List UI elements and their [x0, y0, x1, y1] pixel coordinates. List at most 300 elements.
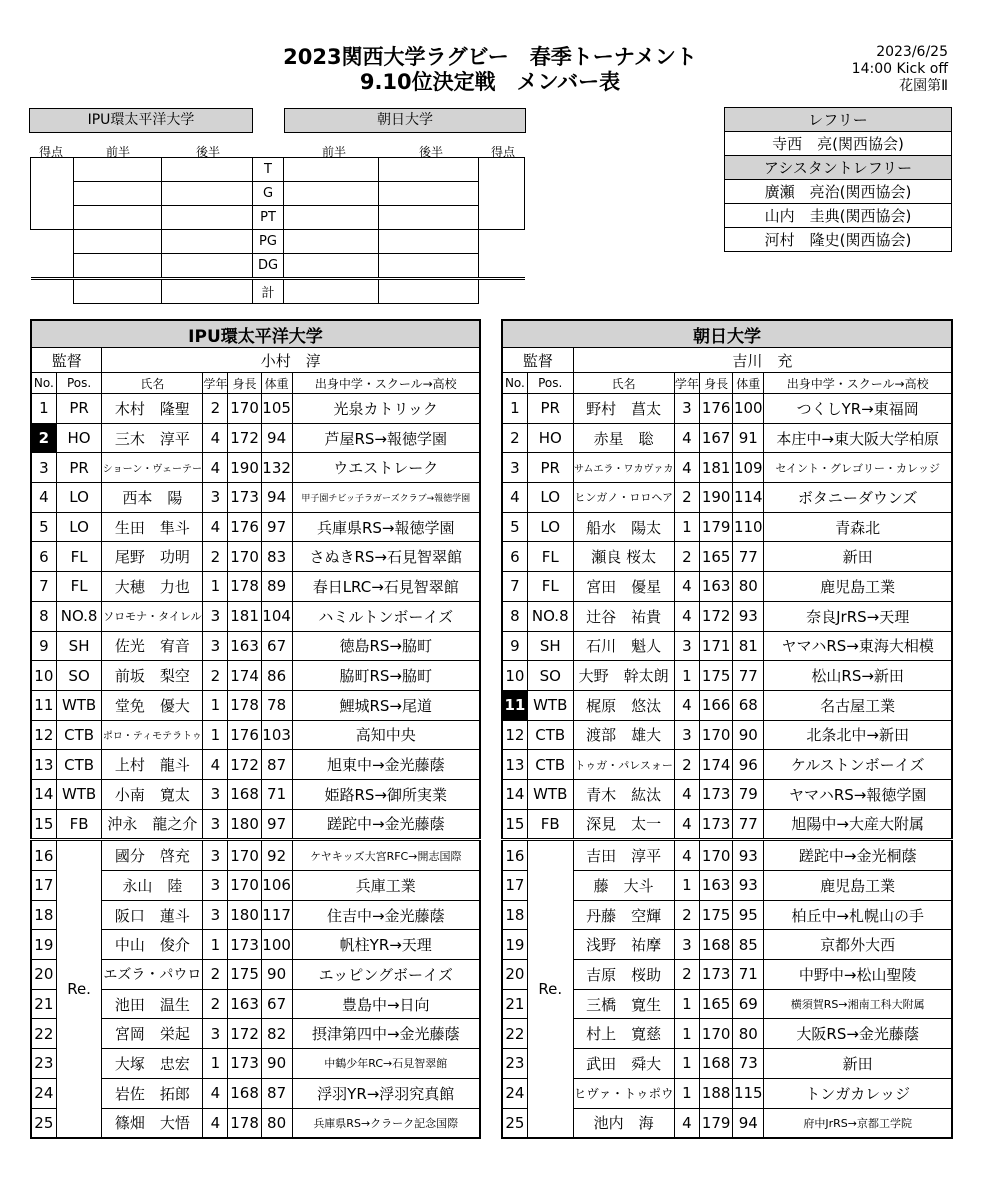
player-number: 15	[31, 809, 56, 840]
player-name: 阪口 蓮斗	[102, 900, 203, 930]
player-name: 西本 陽	[102, 483, 203, 513]
player-height: 180	[228, 900, 261, 930]
player-number: 1	[502, 394, 527, 424]
player-weight: 92	[261, 840, 292, 871]
player-height: 168	[228, 779, 261, 809]
player-height: 170	[228, 394, 261, 424]
player-name: 永山 陸	[102, 871, 203, 901]
player-weight: 87	[261, 750, 292, 780]
player-height: 178	[228, 1108, 261, 1138]
reserve-label: Re.	[56, 840, 102, 1138]
assistant-referee-label: アシスタントレフリー	[725, 156, 952, 180]
player-number: 16	[31, 840, 56, 871]
player-grade: 1	[203, 720, 228, 750]
player-number: 7	[502, 572, 527, 602]
player-name: 村上 寛慈	[573, 1019, 674, 1049]
player-origin: 豊島中→日向	[292, 989, 480, 1019]
col-header-name: 氏名	[573, 373, 674, 394]
score-row-label: PG	[252, 230, 284, 254]
player-position: SH	[527, 631, 573, 661]
player-row	[502, 809, 952, 840]
player-position: FB	[56, 809, 102, 840]
player-number: 24	[31, 1078, 56, 1108]
player-name: ポロ・ティモテラトゥ	[102, 720, 203, 750]
player-weight: 81	[733, 631, 764, 661]
player-origin: 姫路RS→御所実業	[292, 779, 480, 809]
player-origin: 芦屋RS→報徳学園	[292, 423, 480, 453]
player-row	[31, 720, 480, 750]
player-weight: 73	[733, 1049, 764, 1079]
player-name: 辻谷 祐貴	[573, 601, 674, 631]
player-name: 生田 隼斗	[102, 512, 203, 542]
player-name: 三木 淳平	[102, 423, 203, 453]
player-grade: 4	[674, 840, 699, 871]
player-weight: 106	[261, 871, 292, 901]
player-height: 180	[228, 809, 261, 840]
player-number: 5	[31, 512, 56, 542]
player-height: 190	[699, 483, 732, 513]
player-weight: 83	[261, 542, 292, 572]
player-origin: 北条北中→新田	[764, 720, 952, 750]
player-origin: 兵庫県RS→報徳学園	[292, 512, 480, 542]
player-height: 178	[228, 690, 261, 720]
player-weight: 93	[733, 840, 764, 871]
player-name: 佐光 宥音	[102, 631, 203, 661]
player-row	[31, 661, 480, 691]
player-grade: 2	[674, 900, 699, 930]
player-height: 181	[228, 601, 261, 631]
player-origin: 甲子園チビッ子ラガーズクラブ→報徳学園	[292, 483, 480, 513]
team-name: IPU環太平洋大学	[31, 320, 480, 348]
player-height: 170	[228, 840, 261, 871]
player-name: 堂免 優大	[102, 690, 203, 720]
player-height: 171	[699, 631, 732, 661]
player-origin: ケヤキッズ大宮RFC→開志国際	[292, 840, 480, 871]
player-origin: 高知中央	[292, 720, 480, 750]
player-height: 176	[228, 720, 261, 750]
player-height: 173	[699, 960, 732, 990]
player-origin: 蹉跎中→金光桐蔭	[764, 840, 952, 871]
player-grade: 3	[203, 840, 228, 871]
player-number: 19	[31, 930, 56, 960]
player-height: 173	[228, 483, 261, 513]
player-name: 大野 幹太朗	[573, 661, 674, 691]
player-position: NO.8	[527, 601, 573, 631]
title-line-2: 9.10位決定戦 メンバー表	[359, 70, 621, 94]
player-origin: 青森北	[764, 512, 952, 542]
player-name: 石川 魁人	[573, 631, 674, 661]
player-origin: 新田	[764, 1049, 952, 1079]
player-weight: 67	[261, 631, 292, 661]
score-row-label: T	[252, 158, 284, 182]
player-weight: 105	[261, 394, 292, 424]
player-weight: 77	[733, 661, 764, 691]
player-row	[31, 572, 480, 602]
player-origin: 柏丘中→札幌山の手	[764, 900, 952, 930]
player-grade: 2	[203, 960, 228, 990]
roster-team-b	[501, 319, 953, 1139]
player-height: 167	[699, 423, 732, 453]
player-weight: 90	[733, 720, 764, 750]
player-row	[31, 483, 480, 513]
player-grade: 2	[674, 960, 699, 990]
player-row	[502, 779, 952, 809]
player-name: 深見 太一	[573, 809, 674, 840]
player-origin: 徳島RS→脇町	[292, 631, 480, 661]
player-weight: 97	[261, 512, 292, 542]
player-row	[502, 423, 952, 453]
player-grade: 1	[674, 1049, 699, 1079]
player-grade: 1	[203, 1049, 228, 1079]
player-grade: 4	[203, 1108, 228, 1138]
player-grade: 1	[674, 989, 699, 1019]
player-origin: 脇町RS→脇町	[292, 661, 480, 691]
player-number: 8	[31, 601, 56, 631]
player-origin: 松山RS→新田	[764, 661, 952, 691]
player-name: 篠畑 大悟	[102, 1108, 203, 1138]
player-row	[31, 453, 480, 483]
player-weight: 94	[261, 423, 292, 453]
player-grade: 4	[674, 572, 699, 602]
player-position: SO	[56, 661, 102, 691]
player-grade: 3	[674, 394, 699, 424]
player-height: 173	[228, 930, 261, 960]
player-number: 12	[31, 720, 56, 750]
player-height: 174	[699, 750, 732, 780]
player-height: 163	[228, 631, 261, 661]
col-header-grade: 学年	[203, 373, 228, 394]
player-origin: 兵庫工業	[292, 871, 480, 901]
player-row	[502, 661, 952, 691]
player-name: 青木 紘汰	[573, 779, 674, 809]
player-origin: 春日LRC→石見智翠館	[292, 572, 480, 602]
player-grade: 1	[674, 871, 699, 901]
player-weight: 95	[733, 900, 764, 930]
player-name: 吉田 淳平	[573, 840, 674, 871]
score-row-label: PT	[252, 206, 284, 230]
player-name: 大塚 忠宏	[102, 1049, 203, 1079]
player-weight: 93	[733, 601, 764, 631]
player-height: 168	[228, 1078, 261, 1108]
player-height: 168	[699, 1049, 732, 1079]
player-number: 17	[31, 871, 56, 901]
col-header-pos: Pos.	[56, 373, 102, 394]
player-number: 13	[502, 750, 527, 780]
player-origin: トンガカレッジ	[764, 1078, 952, 1108]
col-header-weight: 体重	[261, 373, 292, 394]
player-weight: 80	[733, 1019, 764, 1049]
player-number: 14	[502, 779, 527, 809]
player-weight: 104	[261, 601, 292, 631]
points-a	[31, 158, 74, 230]
player-name: 上村 龍斗	[102, 750, 203, 780]
player-weight: 89	[261, 572, 292, 602]
player-row	[31, 809, 480, 840]
player-position: HO	[527, 423, 573, 453]
player-position: FB	[527, 809, 573, 840]
player-number: 24	[502, 1078, 527, 1108]
player-origin: 旭東中→金光藤蔭	[292, 750, 480, 780]
player-height: 178	[228, 572, 261, 602]
player-name: 武田 舜大	[573, 1049, 674, 1079]
player-number: 18	[31, 900, 56, 930]
player-grade: 4	[203, 423, 228, 453]
player-weight: 79	[733, 779, 764, 809]
player-position: LO	[56, 512, 102, 542]
player-name: 國分 啓充	[102, 840, 203, 871]
player-origin: 兵庫県RS→クラーク記念国際	[292, 1108, 480, 1138]
player-row	[502, 601, 952, 631]
player-number: 16	[502, 840, 527, 871]
player-grade: 1	[203, 690, 228, 720]
player-name: ヒンガノ・ロロヘア	[573, 483, 674, 513]
player-number: 4	[502, 483, 527, 513]
score-row-label: G	[252, 182, 284, 206]
player-name: 沖永 龍之介	[102, 809, 203, 840]
player-origin: 新田	[764, 542, 952, 572]
player-position: SH	[56, 631, 102, 661]
kickoff-time: 14:00 Kick off	[851, 61, 948, 77]
player-height: 175	[699, 900, 732, 930]
player-number: 9	[502, 631, 527, 661]
player-number: 3	[31, 453, 56, 483]
player-position: LO	[527, 483, 573, 513]
player-grade: 1	[203, 572, 228, 602]
player-name: 赤星 聡	[573, 423, 674, 453]
player-height: 179	[699, 512, 732, 542]
player-height: 163	[228, 989, 261, 1019]
player-weight: 68	[733, 690, 764, 720]
player-origin: ケルストンボーイズ	[764, 750, 952, 780]
player-row	[502, 542, 952, 572]
col-header-no: No.	[31, 373, 56, 394]
roster-team-a	[30, 319, 481, 1139]
player-number: 5	[502, 512, 527, 542]
player-height: 175	[699, 661, 732, 691]
player-position: FL	[527, 572, 573, 602]
player-name: 池内 海	[573, 1108, 674, 1138]
player-name: 野村 菖太	[573, 394, 674, 424]
match-date: 2023/6/25	[876, 44, 948, 60]
player-position: PR	[56, 453, 102, 483]
player-grade: 3	[674, 631, 699, 661]
player-origin: 鹿児島工業	[764, 572, 952, 602]
player-row	[502, 572, 952, 602]
player-height: 174	[228, 661, 261, 691]
player-origin: 横須賀RS→湘南工科大附属	[764, 989, 952, 1019]
player-number: 2	[502, 423, 527, 453]
player-weight: 93	[733, 871, 764, 901]
score-col-points-b: 得点	[491, 145, 516, 159]
referee-label: レフリー	[725, 108, 952, 132]
player-grade: 4	[203, 750, 228, 780]
player-height: 170	[228, 871, 261, 901]
referee-name: 寺西 亮(関西協会)	[725, 132, 952, 156]
player-grade: 2	[203, 542, 228, 572]
player-name: 岩佐 拓郎	[102, 1078, 203, 1108]
player-position: HO	[56, 423, 102, 453]
player-height: 181	[699, 453, 732, 483]
player-name: 藤 大斗	[573, 871, 674, 901]
player-weight: 115	[733, 1078, 764, 1108]
player-grade: 2	[674, 750, 699, 780]
player-position: FL	[56, 572, 102, 602]
player-weight: 85	[733, 930, 764, 960]
player-number: 10	[502, 661, 527, 691]
player-number: 14	[31, 779, 56, 809]
player-name: 大穂 力也	[102, 572, 203, 602]
player-grade: 1	[674, 1078, 699, 1108]
player-height: 170	[228, 542, 261, 572]
player-position: CTB	[56, 750, 102, 780]
player-row	[502, 690, 952, 720]
col-header-origin: 出身中学・スクール→高校	[764, 373, 952, 394]
player-weight: 90	[261, 1049, 292, 1079]
player-number: 7	[31, 572, 56, 602]
player-origin: 帆柱YR→天理	[292, 930, 480, 960]
player-weight: 110	[733, 512, 764, 542]
col-header-pos: Pos.	[527, 373, 573, 394]
col-header-no: No.	[502, 373, 527, 394]
player-number: 9	[31, 631, 56, 661]
player-height: 172	[699, 601, 732, 631]
player-origin: 浮羽YR→浮羽究真館	[292, 1078, 480, 1108]
player-origin: 府中JrRS→京都工学院	[764, 1108, 952, 1138]
player-weight: 94	[733, 1108, 764, 1138]
player-name: 丹藤 空輝	[573, 900, 674, 930]
player-row	[502, 483, 952, 513]
player-grade: 4	[674, 1108, 699, 1138]
player-height: 172	[228, 423, 261, 453]
player-height: 179	[699, 1108, 732, 1138]
player-name: エズラ・パウロ	[102, 960, 203, 990]
player-position: PR	[527, 453, 573, 483]
player-origin: 京都外大西	[764, 930, 952, 960]
player-height: 170	[699, 1019, 732, 1049]
player-number: 1	[31, 394, 56, 424]
player-height: 170	[699, 840, 732, 871]
player-weight: 100	[261, 930, 292, 960]
coach-name: 小村 淳	[102, 348, 480, 373]
player-number: 15	[502, 809, 527, 840]
player-name: 小南 寛太	[102, 779, 203, 809]
player-height: 173	[699, 809, 732, 840]
player-weight: 86	[261, 661, 292, 691]
player-row	[31, 512, 480, 542]
player-origin: セイント・グレゴリー・カレッジ	[764, 453, 952, 483]
col-header-height: 身長	[228, 373, 261, 394]
venue: 花園第Ⅱ	[899, 78, 948, 94]
player-position: WTB	[527, 779, 573, 809]
player-height: 163	[699, 572, 732, 602]
player-name: 木村 隆聖	[102, 394, 203, 424]
player-grade: 1	[674, 1019, 699, 1049]
player-number: 4	[31, 483, 56, 513]
player-name: 尾野 功明	[102, 542, 203, 572]
player-grade: 3	[203, 900, 228, 930]
player-name: 吉原 桜助	[573, 960, 674, 990]
player-weight: 94	[261, 483, 292, 513]
player-name: 梶原 悠汰	[573, 690, 674, 720]
player-position: CTB	[56, 720, 102, 750]
score-row-label: DG	[252, 254, 284, 279]
player-weight: 117	[261, 900, 292, 930]
player-grade: 3	[203, 601, 228, 631]
player-weight: 82	[261, 1019, 292, 1049]
player-origin: つくしYR→東福岡	[764, 394, 952, 424]
player-height: 172	[228, 750, 261, 780]
team-name: 朝日大学	[502, 320, 952, 348]
player-number: 17	[502, 871, 527, 901]
player-name: 浅野 祐摩	[573, 930, 674, 960]
player-grade: 1	[674, 661, 699, 691]
player-weight: 90	[261, 960, 292, 990]
player-grade: 1	[674, 512, 699, 542]
player-origin: 中野中→松山聖陵	[764, 960, 952, 990]
player-number: 13	[31, 750, 56, 780]
player-grade: 3	[203, 1019, 228, 1049]
score-row-label: 計	[252, 279, 284, 304]
player-height: 168	[699, 930, 732, 960]
player-name: 三橋 寛生	[573, 989, 674, 1019]
score-team-b: 朝日大学	[284, 108, 526, 133]
player-number: 6	[502, 542, 527, 572]
player-position: FL	[56, 542, 102, 572]
col-header-name: 氏名	[102, 373, 203, 394]
player-position: PR	[56, 394, 102, 424]
player-row	[502, 512, 952, 542]
coach-label: 監督	[502, 348, 573, 373]
player-grade: 4	[203, 1078, 228, 1108]
player-weight: 96	[733, 750, 764, 780]
player-weight: 114	[733, 483, 764, 513]
player-name: ヒヴァ・トゥポウ	[573, 1078, 674, 1108]
player-row	[31, 542, 480, 572]
player-name: ショーン・ヴェーテー	[102, 453, 203, 483]
player-number: 25	[502, 1108, 527, 1138]
player-number: 3	[502, 453, 527, 483]
player-row	[31, 750, 480, 780]
assistant-referee-1: 廣瀬 亮治(関西協会)	[725, 180, 952, 204]
player-position: WTB	[56, 779, 102, 809]
player-grade: 3	[203, 779, 228, 809]
player-weight: 97	[261, 809, 292, 840]
col-header-weight: 体重	[733, 373, 764, 394]
player-origin: 鹿児島工業	[764, 871, 952, 901]
player-weight: 87	[261, 1078, 292, 1108]
player-name: 瀬良 桜太	[573, 542, 674, 572]
player-row	[31, 840, 480, 871]
col-header-height: 身長	[699, 373, 732, 394]
player-name: 宮岡 栄起	[102, 1019, 203, 1049]
player-height: 165	[699, 542, 732, 572]
player-grade: 4	[203, 453, 228, 483]
player-weight: 77	[733, 542, 764, 572]
player-name: 池田 温生	[102, 989, 203, 1019]
player-height: 173	[228, 1049, 261, 1079]
score-table	[30, 157, 525, 304]
col-header-grade: 学年	[674, 373, 699, 394]
player-origin: ウエストレーク	[292, 453, 480, 483]
player-number: 20	[31, 960, 56, 990]
player-grade: 2	[674, 542, 699, 572]
assistant-referee-2: 山内 圭典(関西協会)	[725, 204, 952, 228]
player-origin: ヤマハRS→報徳学園	[764, 779, 952, 809]
player-row	[502, 840, 952, 871]
player-position: PR	[527, 394, 573, 424]
coach-label: 監督	[31, 348, 102, 373]
player-row	[502, 631, 952, 661]
